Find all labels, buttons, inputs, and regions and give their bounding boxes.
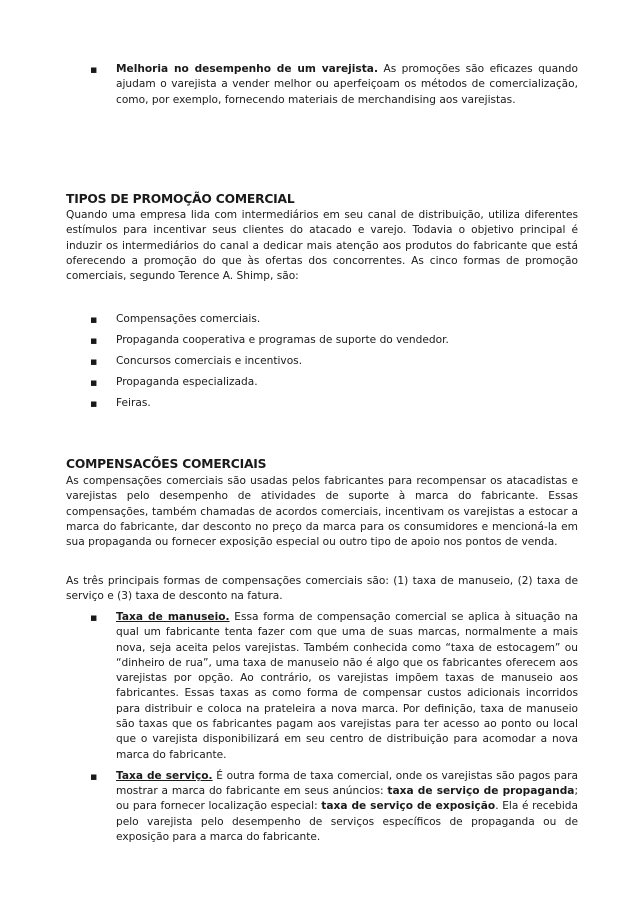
item-bold-lead: Melhoria no desempenho de um varejista. — [116, 63, 378, 75]
top-bullet-list — [66, 62, 578, 108]
section-heading-compensacoes: COMPENSACÕES COMERCIAIS — [66, 457, 267, 471]
section1-paragraph: Quando uma empresa lida com intermediários em seu canal de distribuição, utiliza diferentes estímulos para incentivar seus clientes do atacado e varejo. Todavia o objetivo principal é induzir os intermediários do canal a dedicar mais atenção aos produtos do fabricante que está oferecendo a promoção do que às ofertas dos concorrentes. As cinco formas de promoção comerciais, segundo Terence A. Shimp, são: — [66, 209, 578, 283]
promotion-types-list — [66, 312, 578, 411]
item-text: ; ou para fornecer localização especial: — [116, 784, 579, 813]
list-item — [66, 62, 578, 108]
item-bold-lead: Taxa de manuseio. — [116, 611, 230, 623]
section2-paragraph-1: As compensações comerciais são usadas pelos fabricantes para recompensar os atacadistas e varejistas pelo desempenho de atividades de suporte à marca do fabricante. Essas compensações, também chamadas de acordos comerciais, incentivam os varejistas a estocar a marca do fabricante, dar desconto no preço da marca para os consumidores e mencioná-la em sua propaganda ou fornecer exposição especial ou outro tipo de apoio nos pontos de venda. — [66, 475, 578, 549]
item-bold-term: taxa de serviço de exposição — [321, 800, 496, 813]
item-text: É outra forma de taxa comercial, onde os varejistas são pagos para mostrar a marca do fabricante em seus anúncios: — [116, 769, 578, 797]
section2-paragraph-2: As três principais formas de compensações comerciais são: (1) taxa de manuseio, (2) taxa de serviço e (3) taxa de desconto na fatura. — [66, 575, 578, 603]
list-item: ▪ Propaganda especializada. — [66, 375, 578, 390]
list-item: ▪ Concursos comerciais e incentivos. — [66, 354, 578, 369]
list-item — [66, 610, 578, 763]
item-bold-term: taxa de serviço de propaganda — [387, 784, 575, 797]
list-item: ▪ Compensações comerciais. — [66, 312, 578, 327]
list-item: ▪ Propaganda cooperativa e programas de suporte do vendedor. — [66, 333, 578, 348]
list-item: ▪ Feiras. — [66, 396, 578, 411]
section-heading-tipos: TIPOS DE PROMOÇÃO COMERCIAL — [66, 192, 295, 206]
list-item — [66, 769, 578, 845]
item-bold-lead: Taxa de serviço. — [116, 769, 213, 782]
compensation-forms-list — [66, 610, 578, 845]
item-text: . Ela é recebida pelo varejista pelo desempenho de serviços específicos de propaganda ou de exposição para a marca do fabricante. — [116, 800, 578, 843]
item-text: Essa forma de compensação comercial se aplica à situação na qual um fabricante tenta fazer com que uma de suas marcas, normalmente a mais nova, seja aceita pelos varejistas. Também conhecida como “taxa de estocagem” ou “dinheiro de rua”, uma taxa de manuseio não é algo que os fabricantes oferecem aos varejistas por opção. Ao contrário, os varejistas impõem taxas de manuseio aos fabricantes. Essas taxas as como forma de compensar custos adicionais incorridos para distribuir e coloca na prateleira a nova marca. Por definição, taxa de manuseio são taxas que os fabricantes pagam aos varejistas para ter acesso ao ponto ou local que o varejista disponibilizará em seu centro de distribuição para acomodar a nova marca do fabricante. — [116, 611, 578, 761]
item-text: As promoções são eficazes quando ajudam o varejista a vender melhor ou aperfeiçoam os métodos de comercialização, como, por exemplo, fornecendo materiais de merchandising aos varejistas. — [116, 63, 578, 106]
